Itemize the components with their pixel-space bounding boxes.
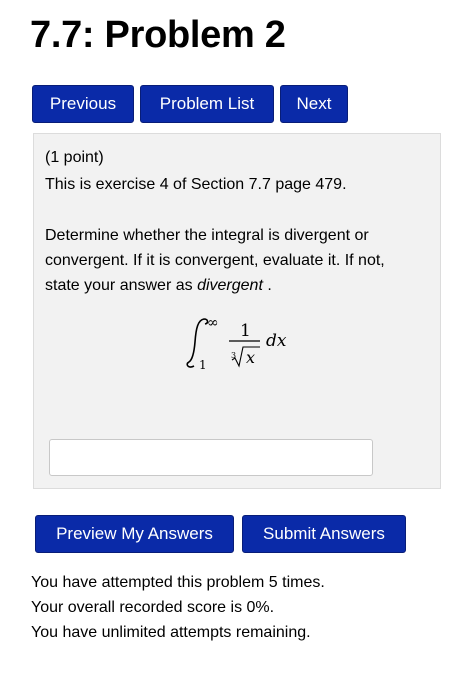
- radicand: x: [246, 348, 256, 367]
- preview-answers-button[interactable]: Preview My Answers: [35, 515, 234, 553]
- attempts-status: You have attempted this problem 5 times.: [31, 574, 325, 591]
- answer-actions: [35, 515, 406, 553]
- submit-answers-button[interactable]: Submit Answers: [242, 515, 406, 553]
- differential: dx: [266, 331, 287, 351]
- previous-button[interactable]: Previous: [32, 85, 134, 123]
- next-button[interactable]: Next: [280, 85, 348, 123]
- prompt-prefix: state your answer as: [45, 277, 198, 294]
- answer-input[interactable]: [49, 439, 373, 476]
- prompt-suffix: .: [262, 277, 272, 294]
- integral-lower-limit: 1: [199, 358, 207, 372]
- integral-upper-limit: ∞: [207, 315, 219, 331]
- problem-prompt-line-2: convergent. If it is convergent, evaluate it. If not,: [45, 252, 385, 269]
- remaining-status: You have unlimited attempts remaining.: [31, 624, 311, 641]
- exercise-reference: This is exercise 4 of Section 7.7 page 479.: [45, 176, 347, 193]
- problem-points: (1 point): [45, 149, 104, 166]
- integral-expression: [180, 314, 300, 374]
- root-index: 3: [231, 351, 237, 360]
- fraction-numerator: 1: [240, 321, 251, 341]
- page-title: 7.7: Problem 2: [30, 14, 286, 56]
- prompt-emphasis: divergent: [197, 277, 263, 294]
- problem-nav: [32, 85, 348, 123]
- score-status: Your overall recorded score is 0%.: [31, 599, 275, 616]
- problem-panel: [33, 133, 441, 489]
- problem-list-button[interactable]: Problem List: [140, 85, 274, 123]
- problem-prompt-line-3: [45, 275, 272, 297]
- problem-prompt-line-1: Determine whether the integral is divergent or: [45, 227, 369, 244]
